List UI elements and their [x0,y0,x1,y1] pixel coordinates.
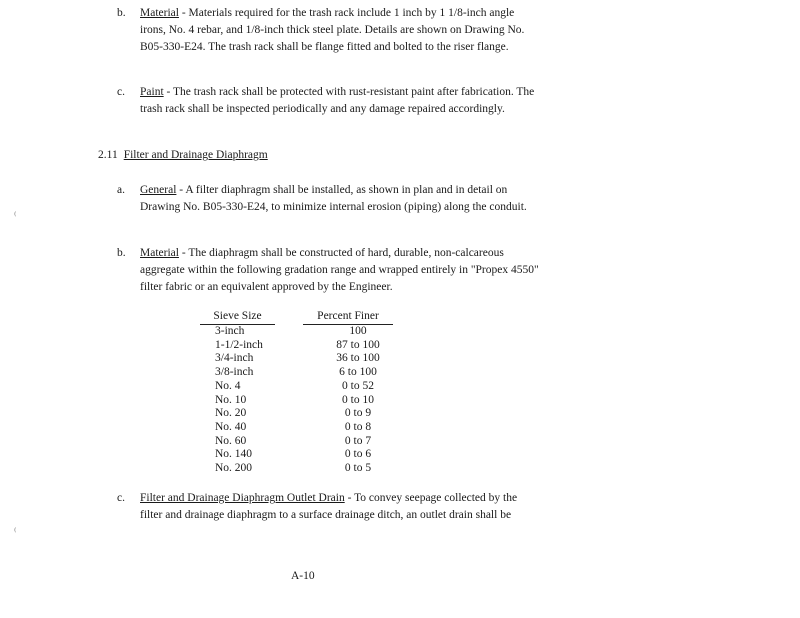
paragraph-general [140,182,540,216]
item-letter: a. [117,184,125,196]
item-letter: c. [117,86,125,98]
paragraph-text: - The diaphragm shall be constructed of hard, durable, non-calcareous aggregate within the following gradation range and wrapped entirely in "Propex 4550" filter fabric or an equivalent approved by the Engineer. [140,247,539,293]
sieve-size-cell: No. 20 [215,407,247,420]
item-letter: c. [117,492,125,504]
table-row [200,407,393,421]
paragraph-title: Filter and Drainage Diaphragm Outlet Drain [140,492,345,504]
section-heading [98,147,268,164]
percent-finer-cell: 87 to 100 [336,338,380,351]
scan-mark: ⁽ [14,527,17,538]
table-row [200,462,393,476]
paragraph-title: Material [140,247,179,259]
gradation-table [200,309,393,476]
table-row [200,380,393,394]
paragraph-paint [140,84,540,118]
column-header-percent-finer: Percent Finer [303,309,393,325]
section-title: Filter and Drainage Diaphragm [123,149,268,161]
scan-mark: ⁽ [14,211,17,222]
table-row [200,352,393,366]
paragraph-title: General [140,184,177,196]
table-row [200,325,393,339]
percent-finer-cell: 0 to 52 [342,379,374,392]
sieve-size-cell: No. 10 [215,393,247,406]
sieve-size-cell: No. 140 [215,448,253,461]
page-number: A-10 [291,570,315,582]
table-row [200,421,393,435]
paragraph-text: - Materials required for the trash rack include 1 inch by 1 1/8-inch angle irons, No. 4 rebar, and 1/8-inch thick steel plate. Details are shown on Drawing No. B05-330-E24. The trash rack shall be flange fitted and bolted to the riser flange. [140,7,525,53]
column-header-sieve-size: Sieve Size [200,309,275,325]
percent-finer-cell: 0 to 5 [344,462,372,475]
paragraph-outlet-drain [140,490,540,524]
sieve-size-cell: No. 40 [215,420,247,433]
sieve-size-cell: 3/4-inch [215,352,254,365]
sieve-size-cell: No. 200 [215,462,253,475]
percent-finer-cell: 0 to 7 [344,434,372,447]
percent-finer-cell: 0 to 8 [344,420,372,433]
table-row [200,394,393,408]
table-row [200,366,393,380]
percent-finer-cell: 6 to 100 [339,366,377,379]
percent-finer-cell: 0 to 9 [344,407,372,420]
paragraph-text: - To convey seepage collected by the filter and drainage diaphragm to a surface drainage ditch, an outlet drain shall be [140,492,518,521]
section-number: 2.11 [98,149,118,161]
paragraph-text: - The trash rack shall be protected with rust-resistant paint after fabrication. The trash rack shall be inspected periodically and any damage repaired accordingly. [140,86,535,115]
table-header-row [200,309,393,325]
sieve-size-cell: 3/8-inch [215,366,254,379]
sieve-size-cell: 1-1/2-inch [215,338,263,351]
percent-finer-cell: 0 to 6 [344,448,372,461]
percent-finer-cell: 100 [349,325,367,337]
table-row [200,339,393,353]
sieve-size-cell: No. 4 [215,379,241,392]
paragraph-diaphragm-material [140,245,540,296]
paragraph-title: Material [140,7,179,19]
item-letter: b. [117,247,126,259]
item-letter: b. [117,7,126,19]
percent-finer-cell: 36 to 100 [336,352,380,365]
percent-finer-cell: 0 to 10 [342,393,374,406]
paragraph-trash-rack-material [140,5,540,56]
sieve-size-cell: No. 60 [215,434,247,447]
sieve-size-cell: 3-inch [215,325,245,337]
paragraph-text: - A filter diaphragm shall be installed, as shown in plan and in detail on Drawing No. B05-330-E24, to minimize internal erosion (piping) along the conduit. [140,184,527,213]
table-row [200,448,393,462]
column-spacer [275,309,303,325]
paragraph-title: Paint [140,86,164,98]
table-row [200,435,393,449]
